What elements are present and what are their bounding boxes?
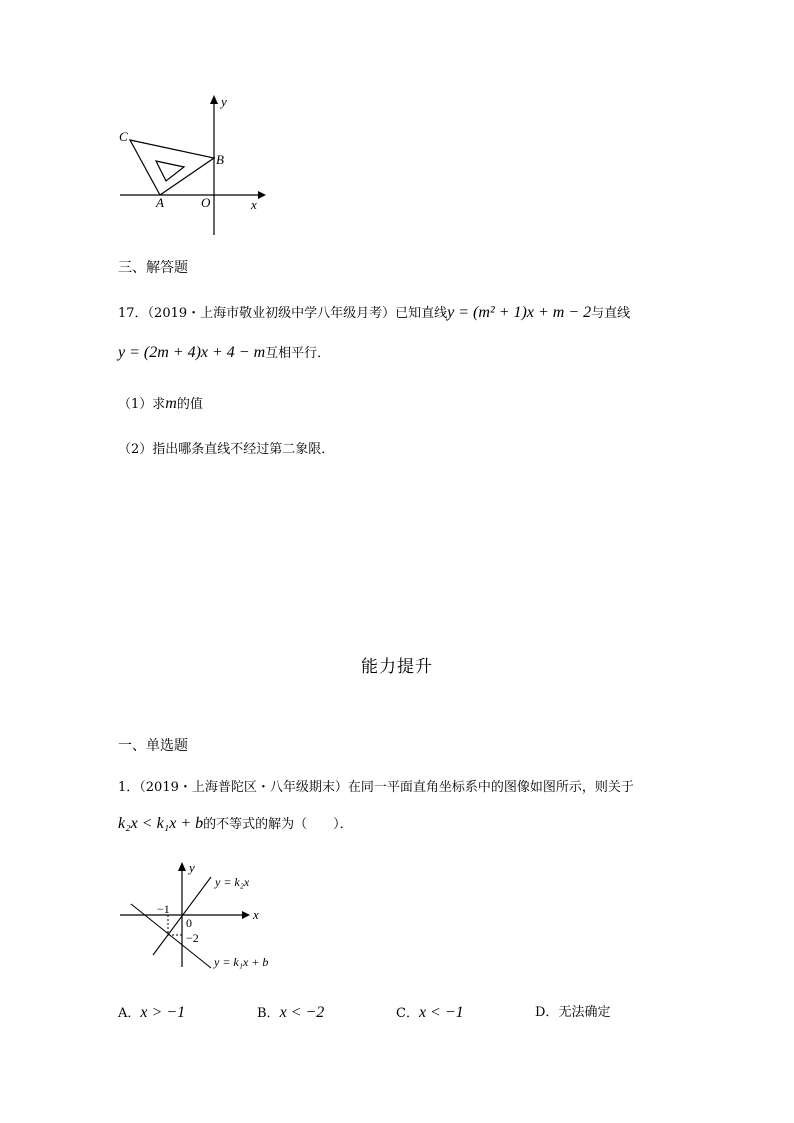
q1-inequality: k₂x < k₁x + b [118,815,204,832]
label-neg2: −2 [186,931,199,945]
triangle-figure [110,90,270,240]
choice-b[interactable] [257,1003,324,1024]
label-A: A [156,195,164,210]
lines-figure [115,855,315,980]
q17-equation-2: y = (2m + 4)x + 4 − m [118,344,266,361]
label-C: C [119,129,128,144]
question-17-line1 [118,303,630,324]
choice-b-letter: B． [257,1006,280,1021]
label-y: y [221,94,227,109]
label-x: x [253,907,259,922]
label-zero: 0 [186,916,192,930]
outer-triangle [130,140,214,195]
choice-c-text: x < −1 [418,1004,464,1021]
q17-sub1-prefix: （1）求 [118,397,166,412]
label-x: x [251,197,257,212]
line-k1x-b [131,904,211,968]
question-17-sub1 [118,394,203,415]
x-axis-arrow [242,911,250,919]
q17-sub1-var: m [165,395,177,412]
choice-d[interactable] [535,1003,610,1023]
choice-c[interactable] [396,1003,464,1024]
label-neg1: −1 [157,902,170,916]
question-17-line2 [118,343,330,364]
q17-sub1-suffix: 的值 [176,397,203,412]
label-line-k1x-b: y = k₁x + b [214,955,269,969]
choice-b-text: x < −2 [279,1004,325,1021]
choice-d-text: 无法确定 [558,1005,611,1020]
part-title: 能力提升 [361,657,433,677]
choice-a[interactable] [118,1003,185,1024]
q17-prefix: 17．（2019・上海市敬业初级中学八年级月考）已知直线 [118,306,448,321]
q1-suffix: 的不等式的解为（ ）． [203,817,353,832]
x-axis-arrow [258,191,266,199]
section-heading-answer: 三、解答题 [118,260,188,276]
q17-mid: 与直线 [591,306,631,321]
question-1-line1: 1．（2019・上海普陀区・八年级期末）在同一平面直角坐标系中的图像如图所示，则关于 [118,780,634,795]
question-17-sub2: （2）指出哪条直线不经过第二象限． [118,442,335,457]
choice-c-letter: C． [396,1006,419,1021]
choice-a-letter: A． [118,1006,141,1021]
label-B: B [216,152,224,167]
inner-triangle [156,161,184,181]
label-line-k2x: y = k₂x [215,875,250,889]
q17-equation-1: y = (m² + 1)x + m − 2 [447,304,592,321]
y-axis-arrow [178,862,186,871]
question-1-line2 [118,814,353,835]
y-axis-arrow [210,95,218,104]
choice-d-letter: D． [535,1005,559,1020]
choice-a-text: x > −1 [140,1004,186,1021]
q17-suffix: 互相平行． [265,346,331,361]
label-y: y [189,860,195,875]
label-O: O [201,195,211,210]
section-heading-single-choice: 一、单选题 [118,738,188,754]
